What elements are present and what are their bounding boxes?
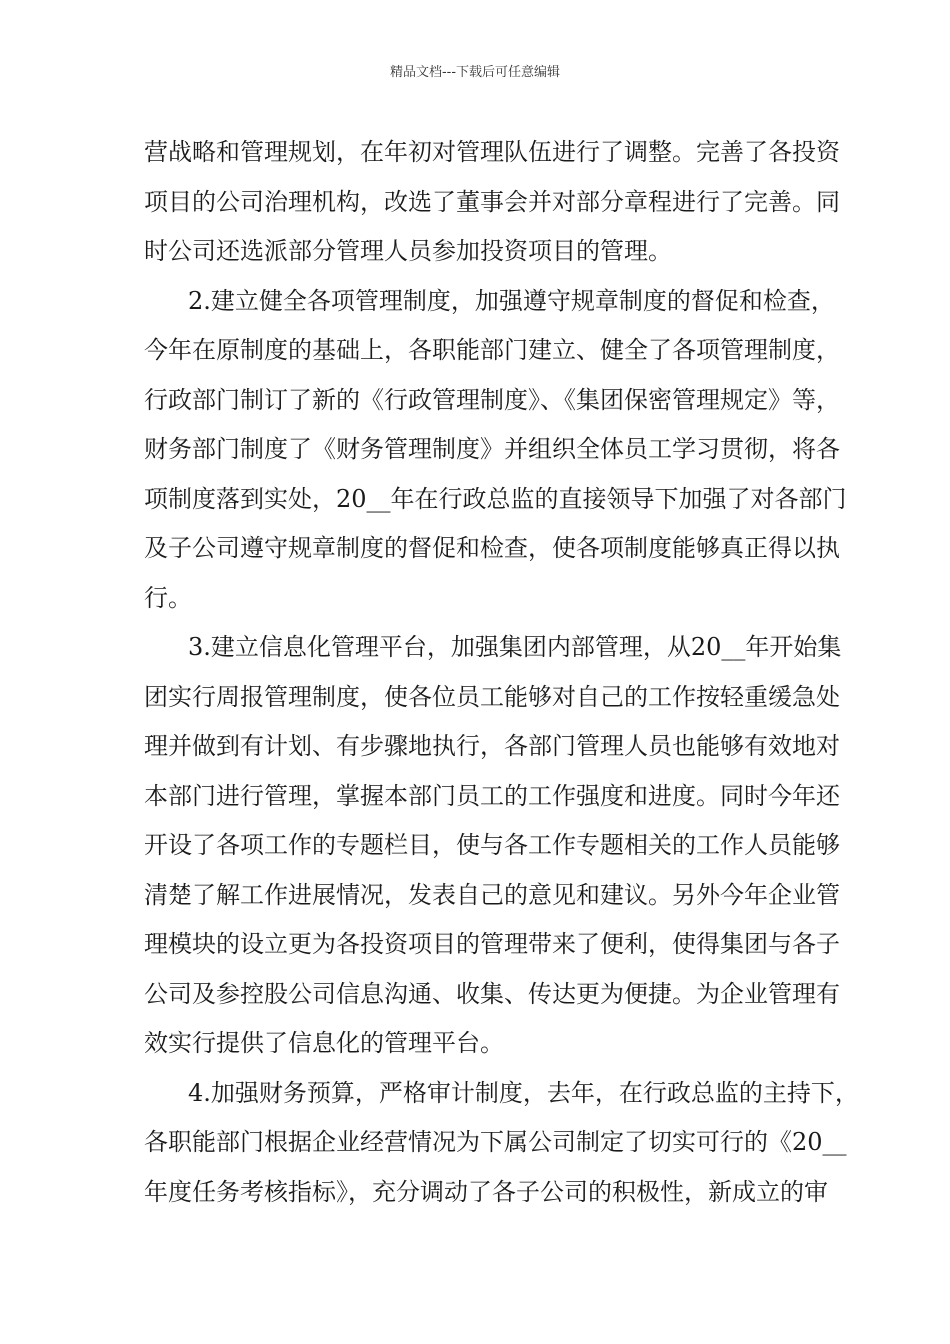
text-line: 时公司还选派部分管理人员参加投资项目的管理。: [144, 237, 672, 265]
text-line: 行政部门制订了新的《行政管理制度》、《集团保密管理规定》等，: [144, 385, 840, 414]
text-line: 项制度落到实处，20__年在行政总监的直接领导下加强了对各部门: [144, 484, 847, 513]
text-line: 今年在原制度的基础上，各职能部门建立、健全了各项管理制度，: [144, 336, 840, 364]
paragraph-start-line: 4.加强财务预算，严格审计制度，去年，在行政总监的主持下，: [188, 1078, 859, 1107]
paragraph-start-line: 2.建立健全各项管理制度，加强遵守规章制度的督促和检查，: [188, 286, 835, 315]
text-line: 清楚了解工作进展情况，发表自己的意见和建议。另外今年企业管: [144, 880, 840, 909]
text-line: 理模块的设立更为各投资项目的管理带来了便利，使得集团与各子: [144, 930, 840, 958]
text-line: 及子公司遵守规章制度的督促和检查，使各项制度能够真正得以执: [144, 534, 840, 562]
text-line: 项目的公司治理机构，改选了董事会并对部分章程进行了完善。同: [144, 187, 840, 216]
text-line: 本部门进行管理，掌握本部门员工的工作强度和进度。同时今年还: [144, 781, 840, 810]
body-text: [144, 128, 859, 1217]
text-line: 财务部门制度了《财务管理制度》并组织全体员工学习贯彻，将各: [144, 435, 840, 463]
text-line: 各职能部门根据企业经营情况为下属公司制定了切实可行的《20__: [144, 1128, 847, 1156]
text-line: 开设了各项工作的专题栏目，使与各工作专题相关的工作人员能够: [144, 831, 840, 859]
text-line: 团实行周报管理制度，使各位员工能够对自己的工作按轻重缓急处: [144, 682, 840, 711]
paragraph-start-line: 3.建立信息化管理平台，加强集团内部管理，从20__年开始集: [188, 633, 842, 661]
text-line: 年度任务考核指标》，充分调动了各子公司的积极性，新成立的审: [144, 1177, 828, 1206]
text-line: 效实行提供了信息化的管理平台。: [144, 1029, 504, 1057]
text-line: 行。: [144, 583, 192, 612]
text-line: 理并做到有计划、有步骤地执行，各部门管理人员也能够有效地对: [144, 732, 840, 760]
page-header: 精品文档---下载后可任意编辑: [389, 65, 561, 80]
text-line: 公司及参控股公司信息沟通、收集、传达更为便捷。为企业管理有: [144, 979, 840, 1008]
text-line: 营战略和管理规划，在年初对管理队伍进行了调整。完善了各投资: [144, 138, 840, 166]
